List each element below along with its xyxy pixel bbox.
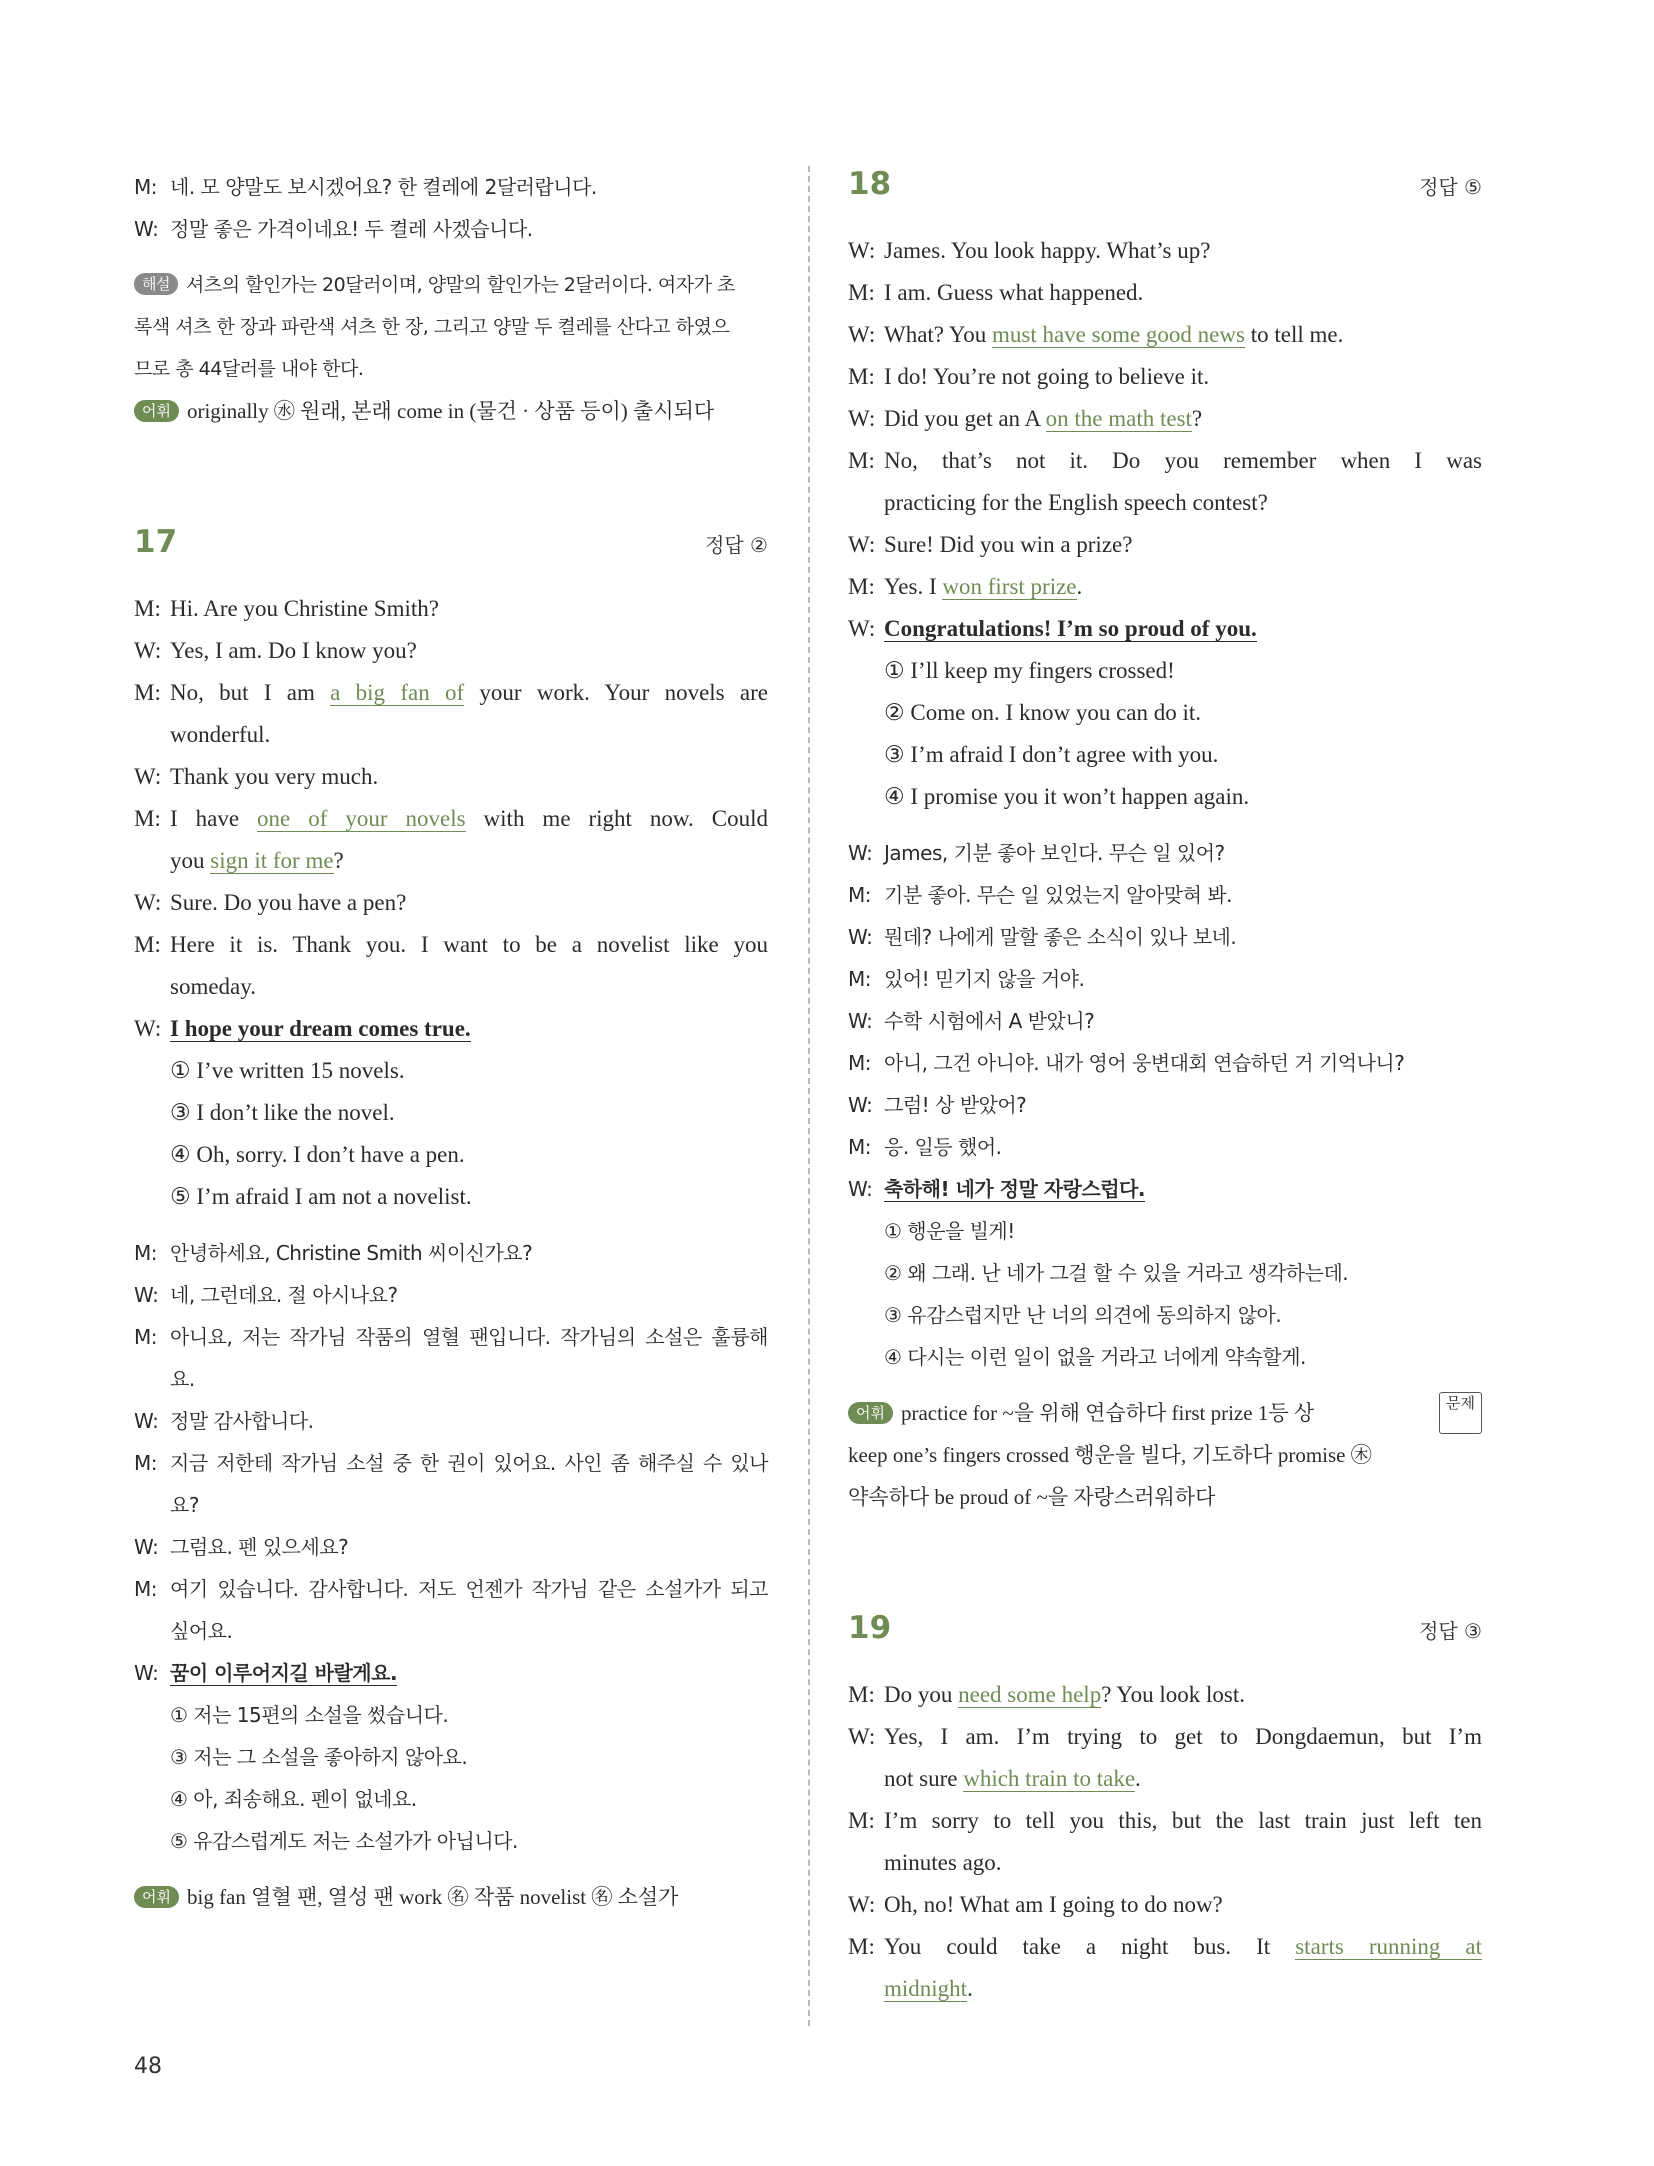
vocabulary: 어휘 big fan 열혈 팬, 열성 팬 work ㊔ 작품 novelist ㊔ 소설가	[134, 1876, 768, 1918]
line-text: 정말 좋은 가격이네요! 두 켤레 사겠습니다.	[170, 217, 533, 241]
option: ③ I don’t like the novel.	[170, 1100, 395, 1125]
answer-sentence: I hope your dream comes true.	[170, 1016, 471, 1041]
option: ④ Oh, sorry. I don’t have a pen.	[170, 1142, 465, 1167]
blank-answer: need some help	[958, 1682, 1102, 1707]
answer-label: 정답 ⑤	[1419, 175, 1482, 199]
line-text: No, but I am a big fan of your work. Your novels are	[170, 680, 768, 705]
vocabulary-badge: 어휘	[134, 400, 179, 422]
blank-answer: which train to take	[963, 1766, 1136, 1791]
answer-label: 정답 ③	[1419, 1619, 1482, 1643]
option: ⑤ I’m afraid I am not a novelist.	[170, 1184, 472, 1209]
left-column: M: 네. 모 양말도 보시겠어요? 한 켤레에 2달러랍니다. W: 정말 좋은 가격이네요! 두 켤레 사겠습니다. 해설 셔츠의 할인가는 20달러이며, 양말의 할인가는 2달러이다. 여자가 초 록색 셔츠 한 장과 파란색 셔츠 한 장, 그리고 양말 두 켤레를 산다고 하였으 므로 총 44달러를 내야 한다. 어휘 originally ㊌ 원래, 본래 come in (물건 · 상품 등이) 출시되다 17 정답 ② M: Hi. Are you Christine Smith? W: Yes, I am. Do I know you? M: No, but I am a big fan of your work. Your novels are wonderful. W: Thank you very much. M: I have one of your novels with me right now. Could you sign it for me? W: Sure. Do you have a pen? M: Here it is. Thank you. I want to be a novelist like you someday. W: I hope your dream comes true. ① I’ve written 15 novels. ③ I don’t like the novel. ④ Oh, sorry. I don’t have a pen. ⑤ I’m afraid I am not a novelist. M: 안녕하세요, Christine Smith 씨이신가요? W: 네, 그런데요. 절 아시나요? M: 아니요, 저는 작가님 작품의 열혈 팬입니다. 작가님의 소설은 훌륭해 요. W: 정말 감사합니다. M: 지금 저한테 작가님 소설 중 한 권이 있어요. 사인 좀 해주실 수 있나 요? W: 그럼요. 펜 있으세요? M: 여기 있습니다. 감사합니다. 저도 언젠가 작가님 같은 소설가가 되고 싶어요. W: 꿈이 이루어지길 바랄게요. ① 저는 15편의 소설을 썼습니다. ③ 저는 그 소설을 좋아하지 않아요. ④ 아, 죄송해요. 펜이 없네요. ⑤ 유감스럽게도 저는 소설가가 아닙니다. 어휘 big fan 열혈 팬, 열성 팬 work ㊔ 작품 novelist ㊔ 소설가	[134, 166, 768, 1918]
column-divider	[808, 166, 810, 2026]
vocabulary: 어휘 originally ㊌ 원래, 본래 come in (물건 · 상품 등이) 출시되다	[134, 390, 768, 432]
blank-answer: on the math test	[1045, 406, 1192, 431]
line-text: Yes, I am. Do I know you?	[170, 638, 417, 663]
blank-answer: starts running at	[1295, 1934, 1483, 1959]
explanation: 해설 셔츠의 할인가는 20달러이며, 양말의 할인가는 2달러이다. 여자가 초 록색 셔츠 한 장과 파란색 셔츠 한 장, 그리고 양말 두 켤레를 산다고 하였으 므로 총 44달러를 내야 한다.	[134, 274, 735, 380]
question-19-header	[848, 1610, 1482, 1674]
line-text: Hi. Are you Christine Smith?	[170, 596, 439, 621]
explanation-badge: 해설	[134, 273, 178, 295]
blank-answer: one of your novels	[257, 806, 466, 831]
speaker: W:	[134, 217, 159, 241]
option: ① I’ve written 15 novels.	[170, 1058, 405, 1083]
blank-answer: must have some good news	[991, 322, 1245, 347]
speaker: M:	[134, 175, 157, 199]
blank-answer: a big fan of	[330, 680, 465, 705]
answer-sentence-ko: 꿈이 이루어지길 바랄게요.	[170, 1661, 398, 1685]
question-number: 17	[134, 524, 178, 560]
blank-answer: sign it for me	[210, 848, 334, 873]
question-18-header	[848, 166, 1482, 230]
question-number: 19	[848, 1610, 892, 1646]
dialogue-line	[134, 166, 768, 208]
dialogue-line	[134, 208, 768, 250]
page-number: 48	[134, 2054, 162, 2079]
line-text: 네. 모 양말도 보시겠어요? 한 켤레에 2달러랍니다.	[170, 175, 597, 199]
answer-sentence-ko: 축하해! 네가 정말 자랑스럽다.	[884, 1177, 1145, 1201]
problem-tag: 문제	[1439, 1392, 1482, 1434]
answer-sentence: Congratulations! I’m so proud of you.	[884, 616, 1257, 641]
vocabulary: 어휘 practice for ~을 위해 연습하다 first prize 1등 상 문제	[848, 1392, 1482, 1434]
right-column: 18 정답 ⑤ W: James. You look happy. What’s up? M: I am. Guess what happened. W: What? You must have some good news to tell me. M: I do! You’re not going to believe it. W: Did you get an A on the math test? M: No, that’s not it. Do you remember when I was practicing for the English speech contest? W: Sure! Did you win a prize? M: Yes. I won first prize. W: Congratulations! I’m so proud of you. ① I’ll keep my fingers crossed! ② Come on. I know you can do it. ③ I’m afraid I don’t agree with you. ④ I promise you it won’t happen again. W: James, 기분 좋아 보인다. 무슨 일 있어? M: 기분 좋아. 무슨 일 있었는지 알아맞혀 봐. W: 뭔데? 나에게 말할 좋은 소식이 있나 보네. M: 있어! 믿기지 않을 거야. W: 수학 시험에서 A 받았니? M: 아니, 그건 아니야. 내가 영어 웅변대회 연습하던 거 기억나니? W: 그럼! 상 받았어? M: 응. 일등 했어. W: 축하해! 네가 정말 자랑스럽다. ① 행운을 빌게! ② 왜 그래. 난 네가 그걸 할 수 있을 거라고 생각하는데. ③ 유감스럽지만 난 너의 의견에 동의하지 않아. ④ 다시는 이런 일이 없을 거라고 너에게 약속할게. 어휘 practice for ~을 위해 연습하다 first prize 1등 상 문제 keep one’s fingers crossed 행운을 빌다, 기도하다 promise ㊍ 약속하다 be proud of ~을 자랑스러워하다 19 정답 ③ M: Do you need some help? You look lost. W: Yes, I am. I’m trying to get to Dongdaemun, but I’m not sure which train to take. M: I’m sorry to tell you this, but the last train just left ten minutes ago. W: Oh, no! What am I going to do now? M: You could take a night bus. It starts running at midnight.	[848, 166, 1483, 2001]
line-text: I have one of your novels with me right now. Could	[170, 806, 769, 831]
question-number: 18	[848, 166, 892, 202]
blank-answer: won first prize	[942, 574, 1077, 599]
blank-answer: midnight	[884, 1976, 968, 2001]
question-17-header	[134, 524, 768, 588]
answer-label: 정답 ②	[705, 533, 768, 557]
